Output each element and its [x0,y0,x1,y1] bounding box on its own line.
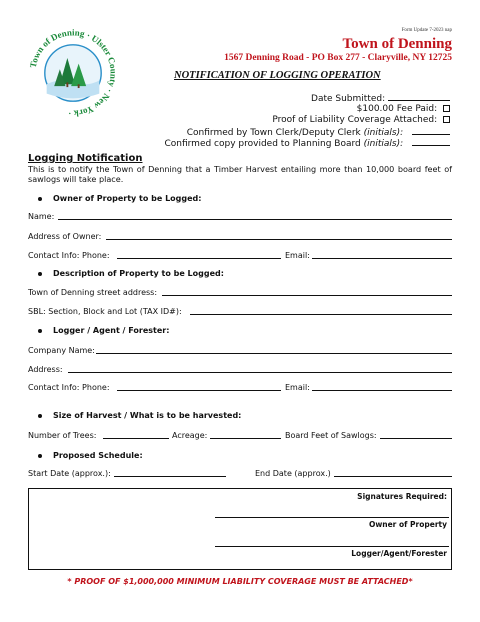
logger-heading [38,326,169,335]
clerk-confirm-initials-label: (initials): [363,128,404,138]
logger-email-label: Email: [285,383,310,392]
fee-paid-checkbox[interactable] [443,105,450,112]
property-heading [38,269,224,278]
owner-email-label: Email: [285,251,310,260]
owner-address-label: Address of Owner: [28,232,102,241]
owner-heading [38,194,201,203]
owner-heading-text: Owner of Property to be Logged: [53,194,202,203]
acreage-label: Acreage: [172,431,208,440]
owner-phone-field[interactable] [117,258,281,259]
board-confirm-label: Confirmed copy provided to Planning Board [164,139,364,149]
schedule-heading [38,451,143,460]
clerk-confirm-label: Confirmed by Town Clerk/Deputy Clerk [186,128,364,138]
fee-paid-row [357,104,450,114]
owner-signature-line[interactable] [215,517,449,518]
logger-heading-text: Logger / Agent / Forester: [53,326,170,335]
date-submitted-row [311,92,450,104]
logger-address-label: Address: [28,365,63,374]
logger-phone-field[interactable] [117,390,281,391]
start-date-label: Start Date (approx.): [28,469,111,478]
liability-footer-note: * PROOF OF $1,000,000 MINIMUM LIABILITY COVERAGE MUST BE ATTACHED* [67,577,413,586]
signature-box [28,488,452,570]
trees-label: Number of Trees: [28,431,97,440]
logger-signature-label: Logger/Agent/Forester [351,549,447,558]
town-seal-logo [26,26,120,120]
company-name-field[interactable] [96,353,452,354]
property-heading-text: Description of Property to be Logged: [53,269,224,278]
form-title: NOTIFICATION OF LOGGING OPERATION [174,70,381,81]
owner-address-field[interactable] [106,239,452,240]
board-confirm-initials-label: (initials): [363,139,404,149]
company-name-label: Company Name: [28,346,95,355]
section-title: Logging Notification [28,153,143,164]
logger-email-field[interactable] [312,390,452,391]
end-date-label: End Date (approx.) [255,469,331,478]
owner-signature-label: Owner of Property [368,520,447,529]
start-date-field[interactable] [114,476,226,477]
town-address: 1567 Denning Road - PO Box 277 - Claryville, NY 12725 [224,53,452,63]
proof-liability-label: Proof of Liability Coverage Attached: [272,115,438,125]
acreage-field[interactable] [210,438,281,439]
board-feet-label: Board Feet of Sawlogs: [285,431,377,440]
owner-phone-label: Contact Info: Phone: [28,251,110,260]
end-date-field[interactable] [334,476,452,477]
bullet-dot [38,329,42,333]
date-submitted-label: Date Submitted: [311,94,386,104]
street-address-label: Town of Denning street address: [28,288,158,297]
board-feet-field[interactable] [380,438,452,439]
bullet-dot [38,414,42,418]
signatures-required-label: Signatures Required: [357,492,447,501]
street-address-field[interactable] [162,295,452,296]
fee-paid-label: $100.00 Fee Paid: [356,104,438,114]
logger-phone-label: Contact Info: Phone: [28,383,110,392]
bullet-dot [38,272,42,276]
harvest-heading [38,411,241,420]
board-confirm-row [164,137,450,149]
harvest-heading-text: Size of Harvest / What is to be harvested: [53,411,242,420]
owner-name-label: Name: [28,212,55,221]
seal-ring-text: Town of Denning · Ulster County · New York · [27,27,119,119]
sbl-field[interactable] [190,314,452,315]
owner-email-field[interactable] [312,258,452,259]
schedule-heading-text: Proposed Schedule: [53,451,143,460]
bullet-dot [38,197,42,201]
trees-field[interactable] [103,438,169,439]
intro-paragraph: This is to notify the Town of Denning that a Timber Harvest entailing more than 10,000 board feet of sawlogs will take place. [28,164,452,184]
board-initials-line[interactable] [412,137,450,146]
logger-signature-line[interactable] [215,546,449,547]
sbl-label: SBL: Section, Block and Lot (TAX ID#): [28,307,182,316]
proof-liability-row [272,115,450,125]
clerk-initials-line[interactable] [412,126,450,135]
bullet-dot [38,454,42,458]
form-update-note: Form Update 7-2023 nap [401,28,452,33]
logger-address-field[interactable] [68,372,452,373]
proof-liability-checkbox[interactable] [443,116,450,123]
date-submitted-line[interactable] [388,92,450,101]
town-title: Town of Denning [342,36,452,52]
owner-name-field[interactable] [58,219,452,220]
